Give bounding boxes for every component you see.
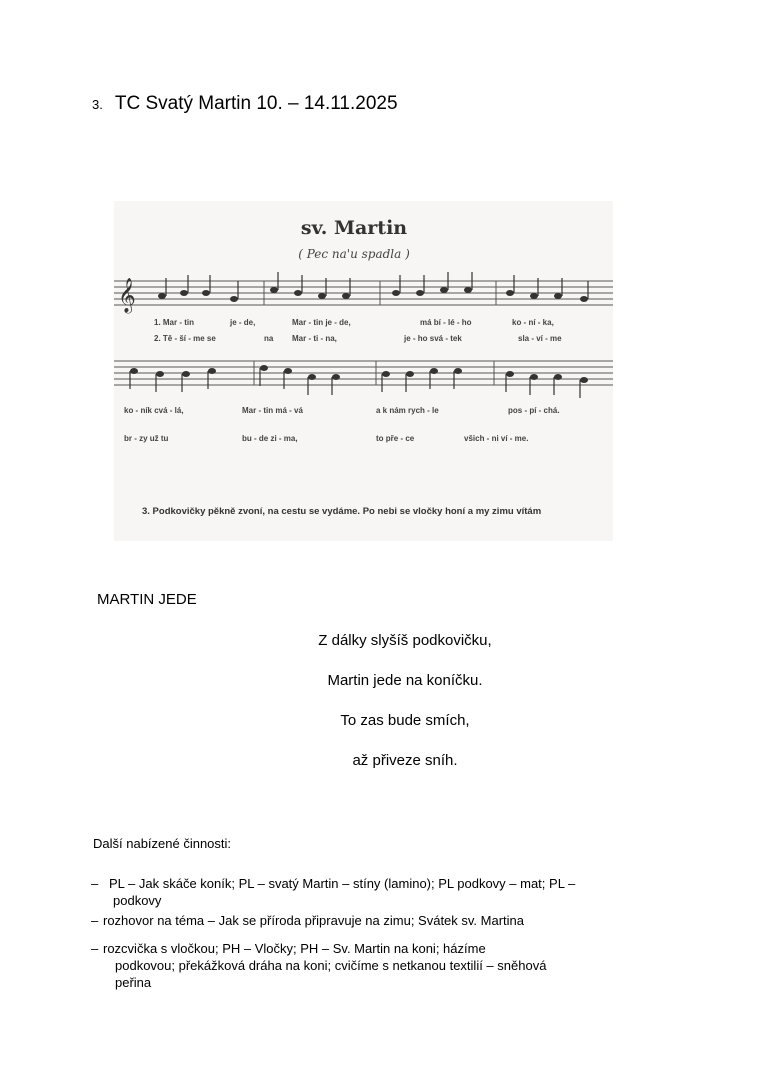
activity-text: rozcvička s vločkou; PH – Vločky; PH – Sv. Martin na koni; házíme bbox=[103, 941, 486, 956]
lyric: bu - de zi - ma, bbox=[242, 434, 298, 443]
lyric: Mar - tin je - de, bbox=[292, 318, 351, 327]
lyric: 2. Tě - ší - me se bbox=[154, 334, 216, 343]
note-head bbox=[464, 287, 472, 293]
activity-text: peřina bbox=[115, 975, 152, 990]
staff-1-lyrics bbox=[154, 318, 562, 343]
note-head bbox=[332, 374, 340, 380]
note-head bbox=[130, 368, 138, 374]
lyric: br - zy už tu bbox=[124, 434, 169, 443]
activity-item bbox=[91, 912, 651, 929]
lyric: je - ho svá - tek bbox=[404, 334, 462, 343]
activities-title: Další nabízené činnosti: bbox=[93, 836, 232, 851]
note-head bbox=[182, 371, 190, 377]
note-head bbox=[440, 287, 448, 293]
dash: – bbox=[91, 913, 99, 928]
lyric: pos - pí - chá. bbox=[508, 406, 560, 415]
song-sheet-svg bbox=[114, 201, 613, 541]
note-head bbox=[554, 293, 562, 299]
poem-title: MARTIN JEDE bbox=[97, 591, 197, 608]
note-head bbox=[382, 371, 390, 377]
lyric: a k nám rych - le bbox=[376, 406, 439, 415]
note-head bbox=[580, 377, 588, 383]
note-head bbox=[392, 290, 400, 296]
note-head bbox=[284, 368, 292, 374]
note-head bbox=[430, 368, 438, 374]
note-head bbox=[208, 368, 216, 374]
note-head bbox=[406, 371, 414, 377]
poem-line: Z dálky slyšíš podkovičku, bbox=[318, 632, 492, 649]
poem-line: Martin jede na koníčku. bbox=[327, 672, 483, 689]
activity-item bbox=[91, 875, 651, 909]
lyric: to pře - ce bbox=[376, 434, 415, 443]
note-head bbox=[530, 293, 538, 299]
note-head bbox=[180, 290, 188, 296]
note-head bbox=[506, 371, 514, 377]
note-head bbox=[230, 296, 238, 302]
staff-2-lyrics bbox=[124, 406, 560, 443]
note-head bbox=[308, 374, 316, 380]
song-sheet-image bbox=[114, 201, 613, 541]
treble-clef-icon: 𝄞 bbox=[118, 279, 136, 312]
section-heading bbox=[92, 93, 398, 115]
poem-line: až přiveze sníh. bbox=[352, 752, 458, 769]
activity-text: rozhovor na téma – Jak se příroda připravuje na zimu; Svátek sv. Martina bbox=[103, 913, 525, 928]
note-head bbox=[158, 293, 166, 299]
lyric: je - de, bbox=[230, 318, 256, 327]
note-head bbox=[454, 368, 462, 374]
note-head bbox=[156, 371, 164, 377]
note-head bbox=[342, 293, 350, 299]
dash: – bbox=[91, 941, 99, 956]
lyric: ko - ní - ka, bbox=[512, 318, 554, 327]
note-head bbox=[554, 374, 562, 380]
lyric: sla - ví - me bbox=[518, 334, 562, 343]
section-title: TC Svatý Martin 10. – 14.11.2025 bbox=[114, 93, 398, 114]
song-title: sv. Martin bbox=[300, 217, 408, 239]
lyric: Mar - ti - na, bbox=[292, 334, 337, 343]
lyric: všich - ni ví - me. bbox=[464, 434, 529, 443]
lyric: má bí - lé - ho bbox=[420, 318, 472, 327]
note-head bbox=[506, 290, 514, 296]
lyric: Mar - tin má - vá bbox=[242, 406, 303, 415]
note-head bbox=[270, 287, 278, 293]
activity-text: podkovou; překážková dráha na koni; cvičíme s netkanou textilií – sněhová bbox=[115, 958, 547, 973]
song-verse-3: 3. Podkovičky pěkně zvoní, na cestu se vydáme. Po nebi se vločky honí a my zimu vítám bbox=[142, 506, 542, 517]
section-number: 3. bbox=[92, 97, 103, 112]
note-head bbox=[416, 290, 424, 296]
note-head bbox=[294, 290, 302, 296]
activity-item bbox=[91, 940, 651, 991]
note-head bbox=[260, 365, 268, 371]
note-head bbox=[202, 290, 210, 296]
lyric: na bbox=[264, 334, 274, 343]
lyric: 1. Mar - tin bbox=[154, 318, 195, 327]
poem-line: To zas bude smích, bbox=[340, 712, 470, 729]
lyric: ko - ník cvá - lá, bbox=[124, 406, 184, 415]
dash: – bbox=[91, 876, 99, 891]
activity-text: PL – Jak skáče koník; PL – svatý Martin – stíny (lamino); PL podkovy – mat; PL – bbox=[109, 876, 576, 891]
note-head bbox=[580, 296, 588, 302]
note-head bbox=[530, 374, 538, 380]
staff-2-notes bbox=[130, 365, 588, 398]
activity-text: podkovy bbox=[113, 893, 162, 908]
song-subtitle: ( Pec na'u spadla ) bbox=[298, 247, 410, 261]
note-head bbox=[318, 293, 326, 299]
